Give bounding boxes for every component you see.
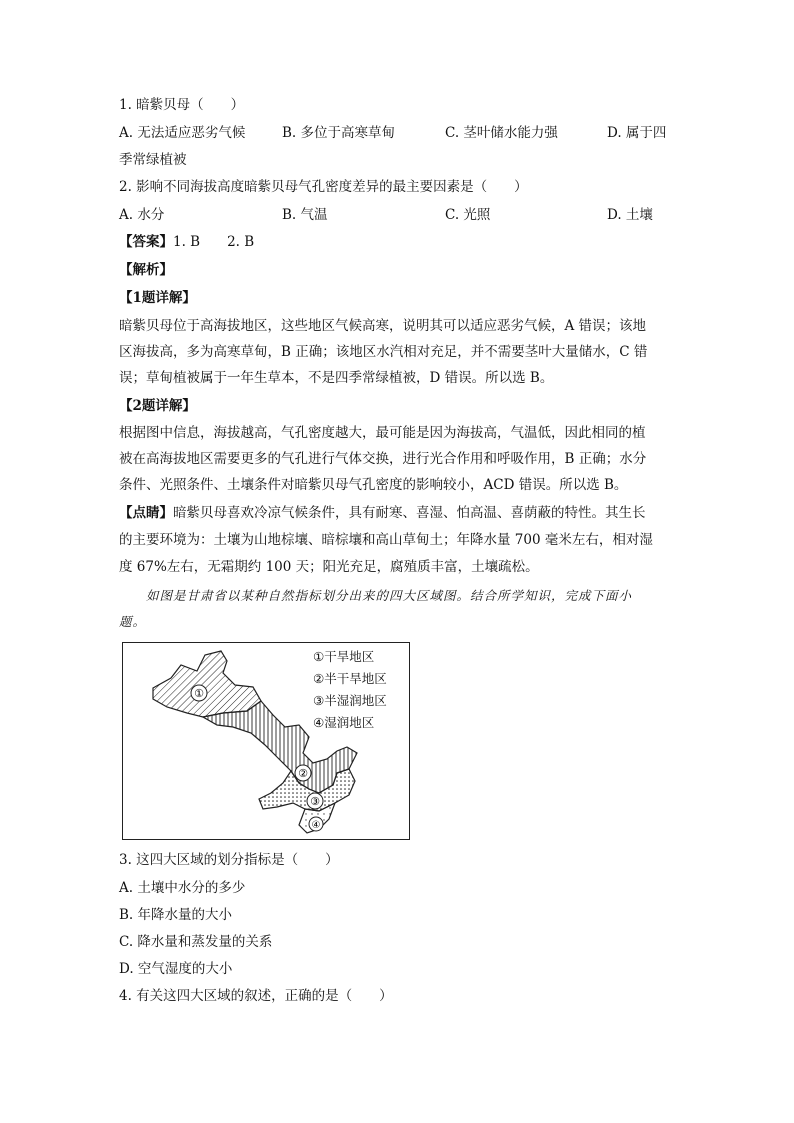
legend-item [313, 648, 374, 666]
q3-option-d: D. 空气湿度的大小 [119, 961, 233, 977]
detail2-tag: 【2题详解】 [119, 398, 196, 414]
q1-stem: 1. 暗紫贝母（ ） [119, 97, 245, 113]
detail1-line: 区海拔高，多为高寒草甸，B 正确；该地区水汽相对充足，并不需要茎叶大量储水，C 错 [119, 344, 648, 360]
legend-item [313, 714, 374, 732]
detail1-line: 误；草甸植被属于一年生草本，不是四季常绿植被，D 错误。所以选 B。 [119, 370, 554, 386]
tip-line: 度 67%左右，无霜期约 100 天；阳光充足，腐殖质丰富，土壤疏松。 [119, 559, 539, 575]
detail2-line: 条件、光照条件、土壤条件对暗紫贝母气孔密度的影响较小，ACD 错误。所以选 B。 [119, 477, 628, 493]
answer-text: 1. B 2. B [173, 234, 255, 250]
legend-num: ④ [313, 715, 325, 730]
region-label-4: ④ [311, 820, 321, 831]
q2-option-c: C. 光照 [445, 207, 491, 223]
answer-tag: 【答案】 [119, 234, 173, 250]
legend-label: 半干旱地区 [324, 671, 387, 686]
map-intro-line1: 如图是甘肃省以某种自然指标划分出来的四大区域图。结合所学知识，完成下面小 [146, 588, 633, 603]
legend-item [313, 670, 387, 688]
q3-option-b: B. 年降水量的大小 [119, 907, 233, 923]
region-label-2: ② [298, 767, 308, 780]
legend-num: ② [313, 671, 325, 686]
answer-line [119, 232, 254, 252]
tip-tag: 【点睛】 [119, 505, 173, 521]
legend-item [313, 692, 387, 710]
analysis-tag: 【解析】 [119, 262, 173, 278]
legend-label: 干旱地区 [324, 649, 375, 664]
detail1-line: 暗紫贝母位于高海拔地区，这些地区气候高寒，说明其可以适应恶劣气候，A 错误；该地 [119, 318, 647, 334]
detail1-tag: 【1题详解】 [119, 290, 196, 306]
q2-option-d: D. 土壤 [607, 207, 653, 223]
detail2-line: 被在高海拔地区需要更多的气孔进行气体交换，进行光合作用和呼吸作用，B 正确；水分 [119, 451, 647, 467]
q1-option-d-wrap: 季常绿植被 [119, 152, 187, 168]
region-label-1: ① [194, 687, 204, 700]
legend-num: ① [313, 649, 325, 664]
region-arid [153, 651, 261, 717]
q2-stem: 2. 影响不同海拔高度暗紫贝母气孔密度差异的最主要因素是（ ） [119, 179, 528, 195]
legend-label: 半湿润地区 [324, 693, 387, 708]
tip-first-line [119, 503, 646, 523]
q1-option-d: D. 属于四 [607, 125, 667, 141]
q1-option-b: B. 多位于高寒草甸 [282, 125, 396, 141]
legend-label: 湿润地区 [324, 715, 375, 730]
tip-first-text: 暗紫贝母喜欢冷凉气候条件，具有耐寒、喜湿、怕高温、喜荫蔽的特性。其生长 [173, 505, 646, 521]
q2-option-a: A. 水分 [119, 207, 165, 223]
q1-option-a: A. 无法适应恶劣气候 [119, 125, 246, 141]
detail2-line: 根据图中信息，海拔越高，气孔密度越大，最可能是因为海拔高，气温低，因此相同的植 [119, 425, 646, 441]
region-label-3: ③ [310, 795, 320, 808]
map-intro-line2: 题。 [119, 614, 147, 629]
tip-line: 的主要环境为：土壤为山地棕壤、暗棕壤和高山草甸土；年降水量 700 毫米左右，相对湿 [119, 532, 653, 548]
legend-num: ③ [313, 693, 325, 708]
q4-stem: 4. 有关这四大区域的叙述，正确的是（ ） [119, 988, 393, 1004]
q3-option-c: C. 降水量和蒸发量的关系 [119, 934, 273, 950]
q3-option-a: A. 土壤中水分的多少 [119, 880, 246, 896]
q2-option-b: B. 气温 [282, 207, 328, 223]
q3-stem: 3. 这四大区域的划分指标是（ ） [119, 852, 339, 868]
q1-option-c: C. 茎叶储水能力强 [445, 125, 558, 141]
